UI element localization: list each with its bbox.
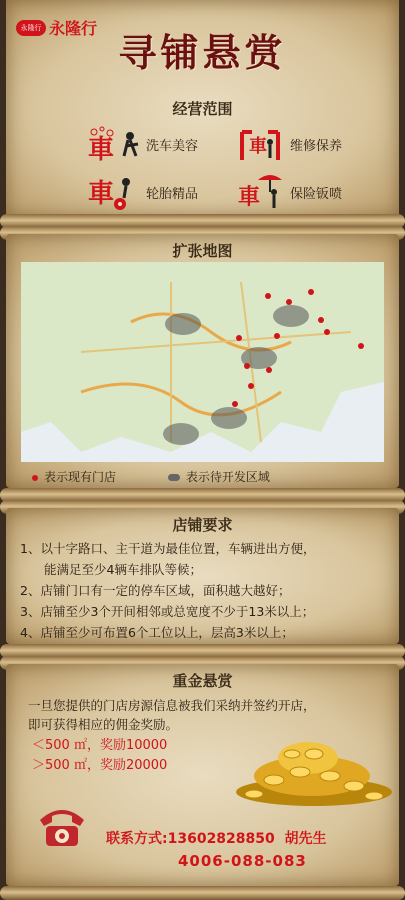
contact-line: 联系方式:13602828850 胡先生 — [106, 831, 327, 847]
scope-item-repair — [236, 124, 342, 164]
reward-intro-line: 即可获得相应的佣金奖励。 — [28, 717, 179, 732]
scope-label: 洗车美容 — [146, 138, 199, 154]
requirement-item: 2、店铺门口有一定的停车区域，面积越大越好； — [20, 583, 291, 598]
scope-label: 保险钣喷 — [290, 186, 343, 202]
reward-title: 重金悬赏 — [172, 672, 233, 690]
svg-text:車: 車 — [249, 136, 267, 157]
brand-name: 永隆行 — [49, 19, 98, 38]
repair-icon — [236, 124, 284, 164]
scope-label: 轮胎精品 — [146, 186, 199, 202]
map-title: 扩张地图 — [172, 242, 233, 260]
map-panel — [6, 234, 399, 488]
page-title: 寻铺悬赏 — [118, 31, 287, 75]
scope-item-tire — [84, 172, 198, 212]
expansion-map — [21, 262, 384, 462]
reward-tier: ＜500 ㎡，奖励10000 — [32, 738, 168, 753]
legend-existing: 表示现有门店 — [44, 470, 117, 484]
requirement-item: 1、以十字路口、主干道为最佳位置，车辆进出方便， — [20, 541, 316, 556]
planned-area-icon — [168, 474, 180, 481]
reward-intro-line: 一旦您提供的门店房源信息被我们采纳并签约开店， — [28, 698, 316, 713]
scope-label: 维修保养 — [290, 138, 343, 154]
insurance-icon — [236, 172, 284, 212]
scope-item-insurance — [236, 172, 342, 212]
requirement-item: 4、店铺至少可布置6个工位以上，层高3米以上； — [20, 625, 294, 640]
requirement-item: 能满足至少4辆车排队等候； — [44, 562, 202, 577]
requirements-title: 店铺要求 — [172, 516, 233, 534]
reward-tier: ＞500 ㎡，奖励20000 — [32, 758, 168, 773]
brand-badge: 永隆行 — [16, 20, 46, 36]
car-wash-icon — [84, 124, 142, 164]
existing-store-dot-icon — [32, 475, 38, 481]
gold-coins-image — [234, 724, 394, 808]
requirement-item: 3、店铺至少3个开间相邻或总宽度不少于13米以上； — [20, 604, 315, 619]
svg-text:車: 車 — [88, 179, 115, 209]
requirements-panel — [6, 508, 399, 644]
reward-tiers — [32, 736, 167, 776]
requirements-list — [20, 538, 394, 643]
map-legend — [32, 468, 382, 485]
svg-text:車: 車 — [238, 185, 261, 210]
tire-icon — [84, 172, 142, 212]
svg-text:車: 車 — [88, 135, 115, 164]
reward-panel — [6, 664, 399, 886]
scope-title: 经营范围 — [172, 100, 233, 118]
phone-icon — [36, 804, 88, 850]
scroll-roll — [0, 886, 405, 900]
legend-planned: 表示待开发区域 — [185, 470, 270, 484]
header-panel — [6, 0, 399, 218]
hotline: 4006-088-083 — [178, 852, 307, 870]
scope-item-car-wash — [84, 124, 198, 164]
